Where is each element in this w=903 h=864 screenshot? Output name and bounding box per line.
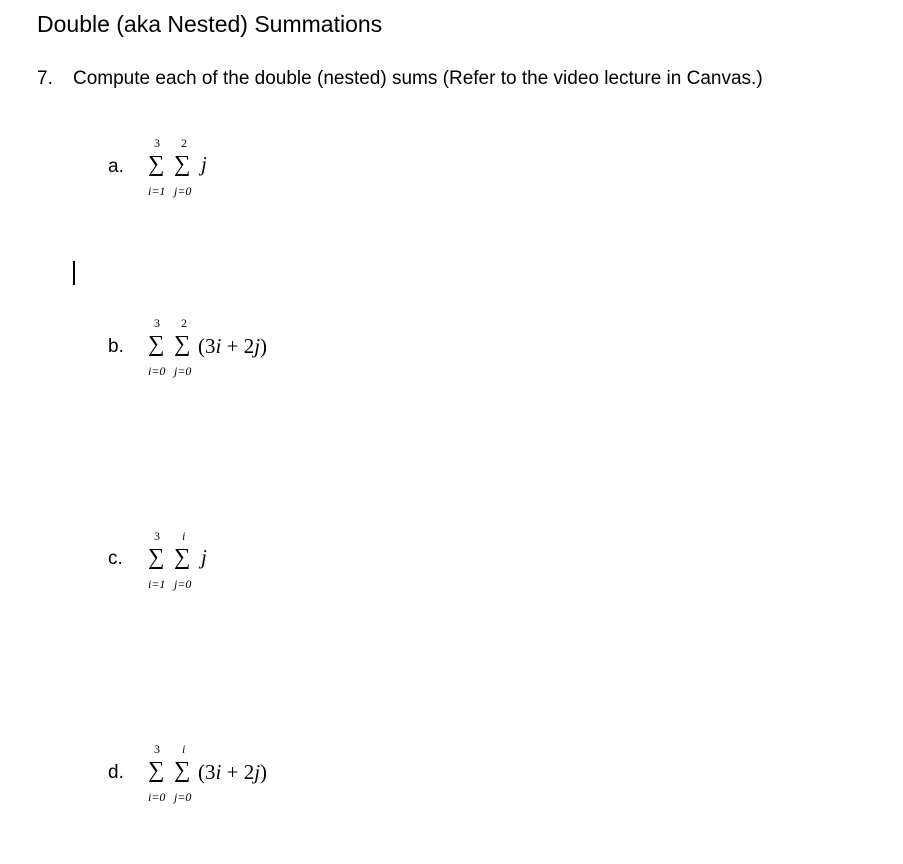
outer-lower-limit: i=1: [148, 577, 166, 591]
item-c-formula: [146, 529, 276, 595]
inner-upper-limit: i: [182, 529, 186, 543]
summand: j: [201, 152, 207, 176]
summand: (3i + 2j): [198, 334, 268, 358]
outer-upper-limit: 3: [154, 316, 160, 330]
inner-sigma-icon: ∑: [174, 544, 191, 569]
item-c-letter: c.: [108, 548, 123, 569]
outer-sigma-icon: ∑: [148, 151, 165, 176]
question-text: Compute each of the double (nested) sums (Refer to the video lecture in Canvas.): [73, 68, 763, 89]
page-heading: Double (aka Nested) Summations: [37, 11, 383, 37]
item-b-letter: b.: [108, 336, 124, 357]
summand: (3i + 2j): [198, 760, 268, 784]
inner-sigma-icon: ∑: [174, 331, 191, 356]
inner-lower-limit: j=0: [174, 364, 192, 378]
outer-upper-limit: 3: [154, 742, 160, 756]
inner-sigma-icon: ∑: [174, 151, 191, 176]
item-a-letter: a.: [108, 156, 124, 177]
inner-lower-limit: j=0: [174, 577, 192, 591]
outer-upper-limit: 3: [154, 136, 160, 150]
item-b-formula: [146, 316, 306, 382]
inner-lower-limit: j=0: [174, 790, 192, 804]
text-cursor: [73, 261, 75, 285]
question-number: 7.: [37, 68, 53, 89]
inner-upper-limit: 2: [181, 316, 187, 330]
question-7: [37, 68, 763, 90]
outer-upper-limit: 3: [154, 529, 160, 543]
item-d-letter: d.: [108, 762, 124, 783]
outer-sigma-icon: ∑: [148, 331, 165, 356]
inner-lower-limit: j=0: [174, 184, 192, 198]
inner-sigma-icon: ∑: [174, 757, 191, 782]
outer-lower-limit: i=0: [148, 364, 166, 378]
inner-upper-limit: 2: [181, 136, 187, 150]
inner-upper-limit: i: [182, 742, 186, 756]
outer-sigma-icon: ∑: [148, 544, 165, 569]
outer-sigma-icon: ∑: [148, 757, 165, 782]
item-d-formula: [146, 742, 306, 808]
outer-lower-limit: i=0: [148, 790, 166, 804]
summand: j: [201, 545, 207, 569]
outer-lower-limit: i=1: [148, 184, 166, 198]
item-a-formula: [146, 136, 276, 202]
